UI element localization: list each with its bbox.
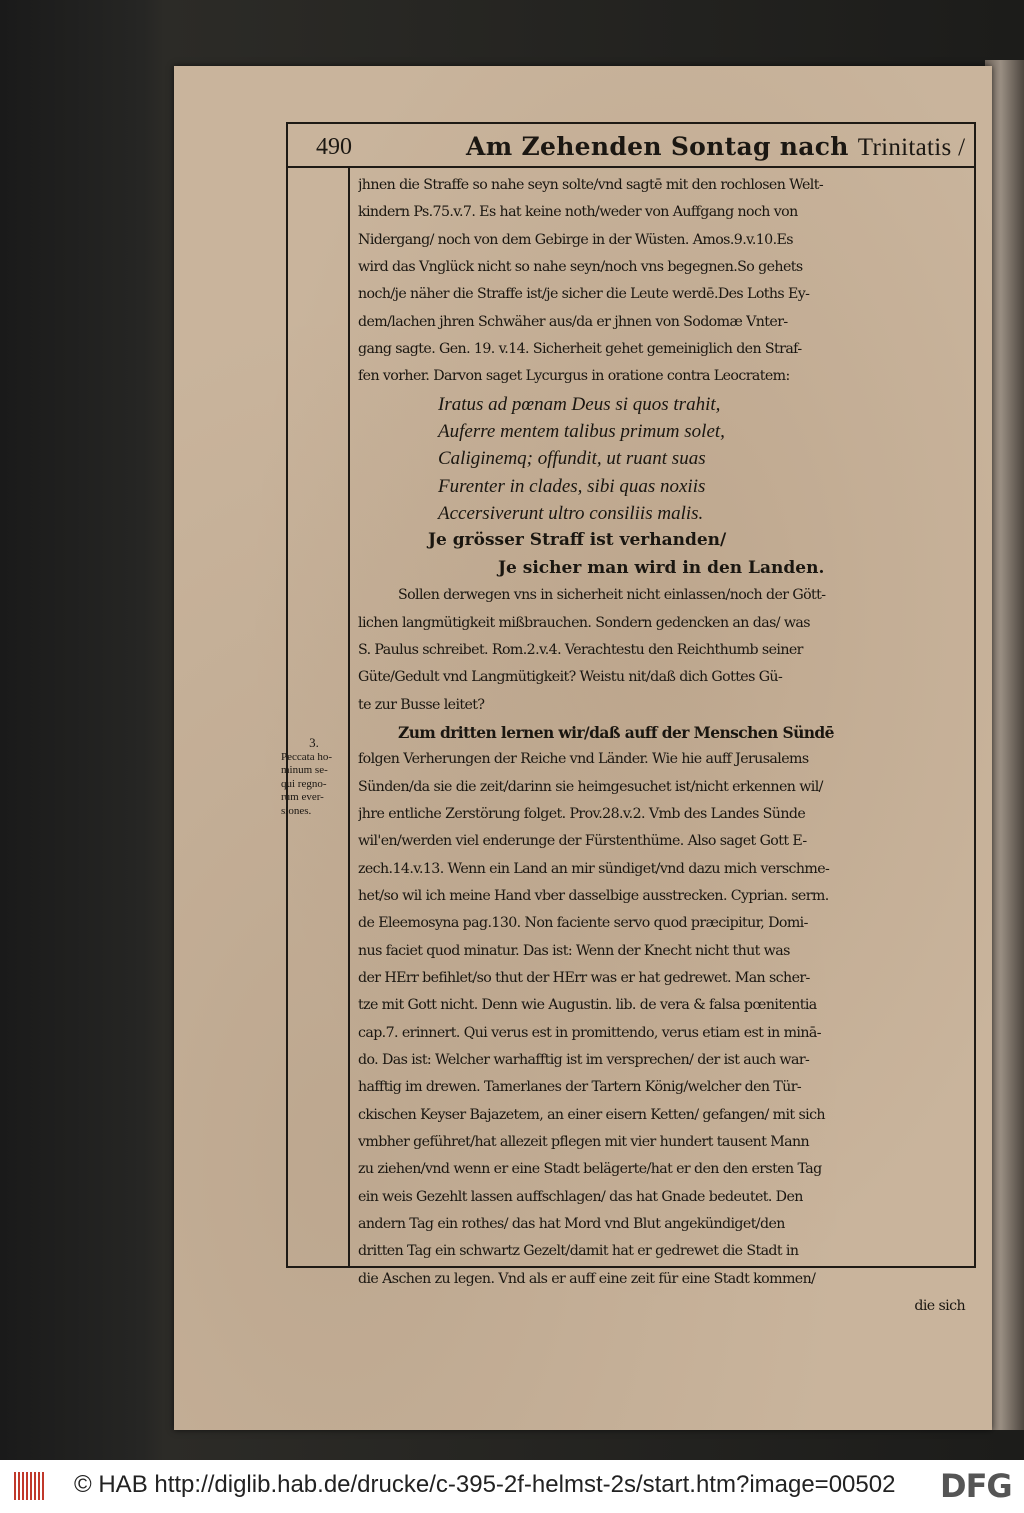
- running-head: [286, 128, 976, 168]
- text-line: andern Tag ein rothes/ das hat Mord vnd Blut angekündiget/den: [358, 1216, 785, 1233]
- margin-note-line: Peccata ho-: [281, 750, 332, 763]
- latin-verse-line: Accersiverunt ultro consiliis malis.: [438, 503, 704, 525]
- text-line: do. Das ist: Welcher warhafftig ist im versprechen/ der ist auch war-: [358, 1052, 810, 1068]
- margin-note-line: rum ever-: [281, 791, 324, 803]
- text-line: jhnen die Straffe so nahe seyn solte/vnd sagtē mit den rochlosen Welt-: [358, 177, 824, 193]
- text-line: ckischen Keyser Bajazetem, an einer eisern Ketten/ gefangen/ mit sich: [358, 1106, 825, 1123]
- text-line: die Aschen zu legen. Vnd als er auff eine zeit für eine Stadt kommen/: [358, 1270, 816, 1287]
- margin-column-rule: [348, 166, 350, 1266]
- text-line: ein weis Gezehlt lassen auffschlagen/ das hat Gnade bedeutet. Den: [358, 1188, 803, 1205]
- margin-note-line: qui regno-: [281, 777, 327, 790]
- motto-line: Je sicher man wird in den Landen.: [498, 557, 825, 578]
- dfg-logo: DFG: [940, 1467, 1012, 1505]
- text-line: te zur Busse leitet?: [358, 696, 485, 713]
- text-line: zu ziehen/vnd wenn er eine Stadt belägerte/hat er den den ersten Tag: [358, 1161, 822, 1178]
- text-line: Güte/Gedult vnd Langmütigkeit? Weistu nit/daß dich Gottes Gü-: [358, 669, 783, 686]
- text-line: gang sagte. Gen. 19. v.14. Sicherheit gehet gemeiniglich den Straf-: [358, 341, 802, 358]
- viewer-footer: [0, 1460, 1024, 1513]
- source-url[interactable]: © HAB http://diglib.hab.de/drucke/c-395-2f-helmst-2s/start.htm?image=00502: [74, 1471, 896, 1498]
- margin-note-number: 3.: [309, 735, 319, 750]
- text-line: S. Paulus schreibet. Rom.2.v.4. Verachtestu den Reichthumb seiner: [358, 641, 803, 658]
- running-title-roman: Trinitatis /: [857, 134, 966, 161]
- margin-note-line: siones.: [281, 804, 312, 817]
- text-line: hafftig im drewen. Tamerlanes der Tartern König/welcher den Tür-: [358, 1079, 802, 1096]
- catchword: die sich: [914, 1298, 965, 1315]
- frame-right-rule: [974, 122, 976, 1268]
- text-line: Nidergang/ noch von dem Gebirge in der Wüsten. Amos.9.v.10.Es: [358, 231, 793, 248]
- margin-note-line: minum se-: [281, 764, 328, 776]
- text-line: der HErr befihlet/so thut der HErr was er hat gedrewet. Man scher-: [358, 969, 810, 986]
- text-line: wil'en/werden viel enderunge der Fürstenthüme. Also saget Gott E-: [358, 833, 807, 850]
- frame-left-rule: [286, 122, 288, 1268]
- text-line: Sollen derwegen vns in sicherheit nicht einlassen/noch der Gött-: [398, 587, 826, 604]
- text-line: fen vorher. Darvon saget Lycurgus in oratione contra Leocratem:: [358, 368, 790, 385]
- text-line: lichen langmütigkeit mißbrauchen. Sondern gedencken an das/ was: [358, 614, 810, 631]
- margin-note: [281, 736, 347, 818]
- barcode-icon: [14, 1472, 46, 1500]
- text-line: cap.7. erinnert. Qui verus est in promittendo, verus etiam est in minā-: [358, 1024, 821, 1041]
- text-line: dritten Tag ein schwartz Gezelt/damit hat er gedrewet die Stadt in: [358, 1243, 799, 1260]
- text-line: nus faciet quod minatur. Das ist: Wenn der Knecht nicht thut was: [358, 942, 790, 959]
- text-line: dem/lachen jhren Schwäher aus/da er jhnen von Sodomæ Vnter-: [358, 313, 788, 330]
- header-rule-top: [286, 122, 976, 124]
- motto-line: Je grösser Straff ist verhanden/: [428, 530, 727, 551]
- latin-verse-line: Caliginemq; offundit, ut ruant suas: [438, 448, 706, 470]
- running-title: [466, 132, 965, 162]
- text-line: wird das Vnglück nicht so nahe seyn/noch vns begegnen.So gehets: [358, 259, 803, 276]
- text-line: Sünden/da sie die zeit/darinn sie heimgesuchet ist/nicht erkennen wil/: [358, 778, 823, 795]
- section-opening-line: Zum dritten lernen wir/daß auff der Menschen Sündē: [398, 722, 834, 742]
- text-line: vmbher geführet/hat allezeit pflegen mit vier hundert tausent Mann: [358, 1134, 810, 1151]
- latin-verse-line: Auferre mentem talibus primum solet,: [438, 421, 725, 443]
- latin-verse-line: Furenter in clades, sibi quas noxiis: [438, 475, 706, 497]
- running-title-fraktur: Am Zehenden Sontag nach: [466, 132, 849, 161]
- text-line: kindern Ps.75.v.7. Es hat keine noth/weder von Auffgang noch von: [358, 204, 798, 221]
- text-line: noch/je näher die Straffe ist/je sicher die Leute werdē.Des Loths Ey-: [358, 286, 810, 303]
- text-line: het/so wil ich meine Hand vber dasselbige ausstrecken. Cyprian. serm.: [358, 887, 829, 904]
- text-line: zech.14.v.13. Wenn ein Land an mir sündiget/vnd dazu mich verschme-: [358, 860, 830, 877]
- text-line: de Eleemosyna pag.130. Non faciente servo quod præcipitur, Domi-: [358, 915, 808, 932]
- latin-verse-line: Iratus ad pœnam Deus si quos trahit,: [438, 393, 721, 415]
- text-line: folgen Verherungen der Reiche vnd Länder. Wie hie auff Jerusalems: [358, 751, 809, 768]
- page-number: 490: [316, 134, 352, 160]
- body-text: [358, 172, 973, 1320]
- text-line: tze mit Gott nicht. Denn wie Augustin. lib. de vera & falsa pœnitentia: [358, 997, 817, 1014]
- text-line: jhre entliche Zerstörung folget. Prov.28.v.2. Vmb des Landes Sünde: [358, 805, 806, 822]
